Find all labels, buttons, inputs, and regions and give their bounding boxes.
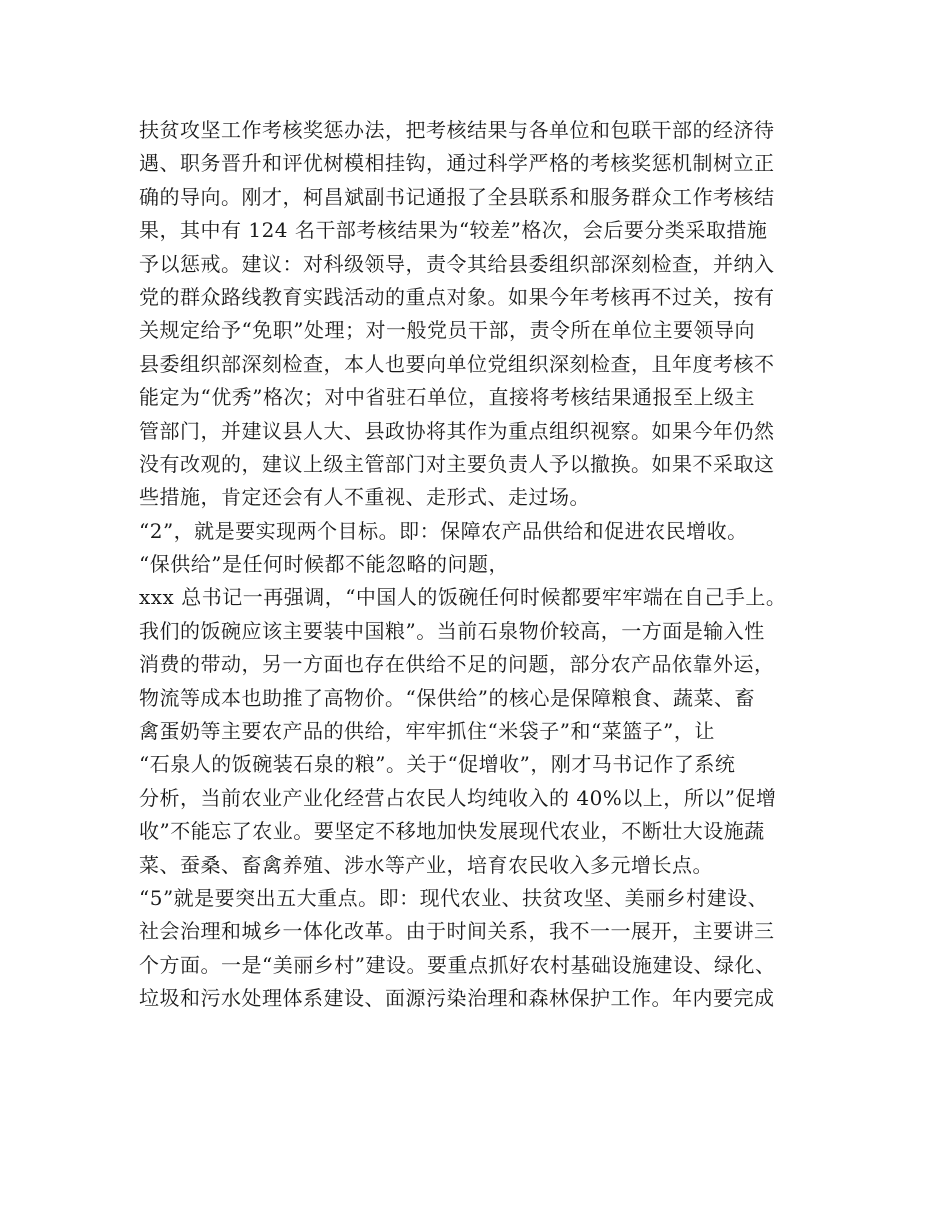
- text-line: 能定为“优秀”格次；对中省驻石单位，直接将考核结果通报至上级主: [139, 385, 755, 410]
- text-line: “5”就是要突出五大重点。即：现代农业、扶贫攻坚、美丽乡村建设、: [139, 885, 769, 910]
- text-line: 予以惩戒。建议：对科级领导，责令其给县委组织部深刻检查，并纳入: [139, 251, 775, 276]
- text-line: 我们的饭碗应该主要装中国粮”。当前石泉物价较高，一方面是输入性: [139, 618, 765, 643]
- text-line: 管部门，并建议县人大、县政协将其作为重点组织视察。如果今年仍然: [139, 418, 775, 443]
- text-line: 没有改观的，建议上级主管部门对主要负责人予以撤换。如果不采取这: [139, 451, 775, 476]
- text-line: “2”，就是要实现两个目标。即：保障农产品供给和促进农民增收。: [139, 518, 748, 543]
- body-text: [139, 114, 819, 1016]
- text-line: 垃圾和污水处理体系建设、面源污染治理和森林保护工作。年内要完成: [139, 986, 775, 1011]
- text-line: 确的导向。刚才，柯昌斌副书记通报了全县联系和服务群众工作考核结: [139, 184, 775, 209]
- text-line: 果，其中有 124 名干部考核结果为“较差”格次，会后要分类采取措施: [139, 218, 768, 243]
- text-line: 禽蛋奶等主要农产品的供给，牢牢抓住“米袋子”和“菜篮子”，让: [139, 719, 715, 744]
- text-line: “保供给”是任何时候都不能忽略的问题，: [139, 552, 509, 577]
- text-line: 关规定给予“免职”处理；对一般党员干部，责令所在单位主要领导向: [139, 318, 755, 343]
- text-line: 扶贫攻坚工作考核奖惩办法，把考核结果与各单位和包联干部的经济待: [139, 118, 775, 142]
- text-line: 县委组织部深刻检查，本人也要向单位党组织深刻检查，且年度考核不: [139, 351, 775, 376]
- text-line: 分析，当前农业产业化经营占农民人均纯收入的 40%以上，所以”促增: [139, 785, 777, 810]
- text-line: 物流等成本也助推了高物价。“保供给”的核心是保障粮食、蔬菜、畜: [139, 685, 755, 710]
- text-line: 收”不能忘了农业。要坚定不移地加快发展现代农业，不断壮大设施蔬: [139, 819, 765, 844]
- text-line: “石泉人的饭碗装石泉的粮”。关于“促增收”，刚才马书记作了系统: [139, 752, 736, 777]
- text-line: xxx 总书记一再强调，“中国人的饭碗任何时候都要牢牢端在自己手上。: [139, 585, 787, 610]
- text-line: 消费的带动，另一方面也存在供给不足的问题，部分农产品依靠外运，: [139, 652, 775, 677]
- text-line: 遇、职务晋升和评优树模相挂钩，通过科学严格的考核奖惩机制树立正: [139, 151, 775, 176]
- text-line: 党的群众路线教育实践活动的重点对象。如果今年考核再不过关，按有: [139, 284, 775, 309]
- text-line: 些措施，肯定还会有人不重视、走形式、走过场。: [139, 485, 590, 510]
- text-line: 社会治理和城乡一体化改革。由于时间关系，我不一一展开，主要讲三: [139, 919, 775, 944]
- text-line: 个方面。一是“美丽乡村”建设。要重点抓好农村基础设施建设、绿化、: [139, 952, 776, 977]
- text-line: 菜、蚕桑、畜禽养殖、涉水等产业，培育农民收入多元增长点。: [139, 852, 713, 877]
